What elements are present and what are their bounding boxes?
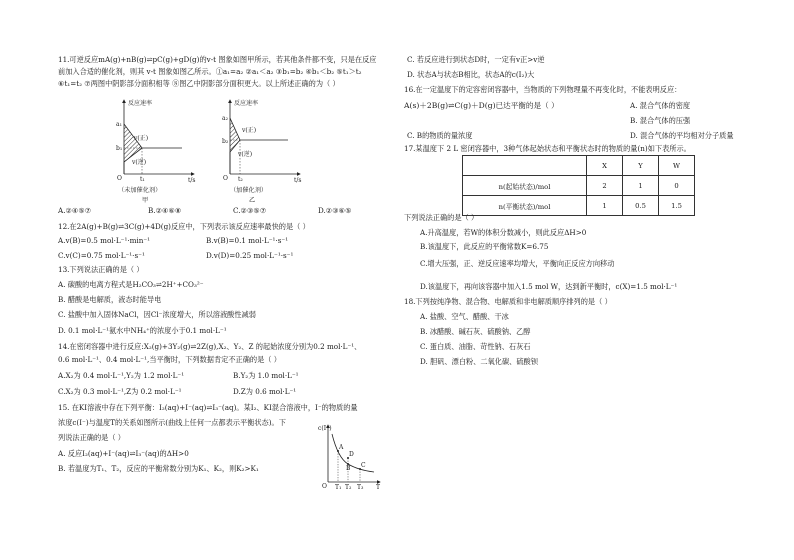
q17-option-b[interactable]: B.该温度下，此反应的平衡常数K=6.75 [420, 242, 549, 251]
fig15-x: T [376, 484, 381, 491]
q16-option-d[interactable]: D. 混合气体的平均相对分子质量 [630, 131, 734, 140]
fig15-A: A [339, 444, 344, 451]
fig2-a: a₂ [222, 115, 228, 122]
q12-option-b[interactable]: B.v(B)=0.1 mol·L⁻¹·s⁻¹ [206, 236, 289, 245]
q14-line1: 14.在密闭容器中进行反应:X₂(g)+3Y₂(g)⇌2Z(g),X₂、Y₂、Z 的起始浓度分别为0.2 mol·L⁻¹、 [58, 342, 362, 351]
fig15-origin: O [322, 483, 327, 490]
table-cell: 2 [587, 176, 623, 196]
q18-stem: 18.下列按纯净物、混合物、电解质和非电解质顺序排列的是（ ） [404, 297, 612, 306]
q14-line2: 0.6 mol·L⁻¹、0.4 mol·L⁻¹,当平衡时，下列数据肯定不正确的是（ ） [58, 355, 281, 364]
q13-option-a[interactable]: A. 碳酸的电离方程式是H₂CO₃⇌2H⁺+CO₃²⁻ [58, 280, 204, 289]
figure-q15 [318, 422, 384, 494]
fig1-note: （未加催化剂） [118, 187, 162, 194]
fig2-origin: O [223, 175, 228, 182]
q18-option-b[interactable]: B. 冰醋酸、碱石灰、硫酸钠、乙醇 [420, 327, 531, 336]
table-row-label: n(平衡状态)/mol [463, 196, 587, 216]
q16-stem: 16.在一定温度下的定容密闭容器中，当物质的下列物理量不再变化时，不能表明反应： [404, 85, 682, 94]
q15-line1: 15. 在KI溶液中存在下列平衡：I₂(aq)+I⁻(aq)⇌I₃⁻(aq)。某I₂、KI混合溶液中，I⁻的物质的量 [58, 403, 358, 412]
q17-option-d[interactable]: D.该温度下，再向该容器中加入1.5 mol W，达到新平衡时，c(X)=1.5 mol·L⁻¹ [420, 282, 678, 291]
table-cell: 1 [623, 176, 659, 196]
figure-jia [110, 96, 200, 206]
fig15-B: B [346, 465, 351, 472]
q15-option-c[interactable]: C. 若反应进行到状态D时，一定有v正>v逆 [407, 55, 545, 64]
table-header-cell: Y [623, 156, 659, 176]
q17-option-a[interactable]: A.升高温度，若W的体积分数减小，则此反应ΔH>0 [420, 228, 587, 237]
fig2-reverse: v(逆) [238, 151, 253, 158]
q13-option-c[interactable]: C. 盐酸中加入固体NaCl，因Cl⁻浓度增大，所以溶液酸性减弱 [58, 310, 256, 319]
q16-option-c[interactable]: C. B的物质的量浓度 [407, 131, 473, 140]
q14-option-b[interactable]: B.Y₂为 1.0 mol·L⁻¹ [233, 371, 299, 380]
fig15-t3: T₃ [357, 484, 364, 491]
q15-line2: 浓度c(I⁻)与温度T的关系如图所示(曲线上任何一点都表示平衡状态)。下 [58, 418, 286, 427]
q18-option-d[interactable]: D. 胆矾、漂白粉、二氧化碳、硫酸钡 [420, 357, 538, 366]
q11-line1: 11.可逆反应mA(g)+nB(g)⇌pC(g)+gD(g)的v-t 图象如图甲所示，若其他条件都不变，只是在反应 [58, 55, 377, 64]
fig2-forward: v(正) [242, 127, 257, 134]
q15-option-a[interactable]: A. 反应I₂(aq)+I⁻(aq)⇌I₃⁻(aq)的ΔH>0 [58, 449, 189, 458]
fig1-origin: O [117, 175, 122, 182]
table-cell: 1.5 [659, 196, 695, 216]
fig15-D: D [349, 451, 354, 458]
q15-line3: 列说法正确的是（ ） [58, 433, 125, 442]
q15-option-d[interactable]: D. 状态A与状态B相比，状态A的c(I₂)大 [407, 70, 535, 79]
fig1-forward: v(正) [134, 135, 149, 142]
q11-option-b[interactable]: B.②④⑥⑧ [148, 206, 182, 215]
q18-option-c[interactable]: C. 蛋白质、油脂、苛性钠、石灰石 [420, 342, 531, 351]
fig2-t: t₂ [238, 176, 243, 183]
q11-option-c[interactable]: C.②③⑤⑦ [233, 206, 267, 215]
table-header-cell: W [659, 156, 695, 176]
fig2-b: b₂ [222, 138, 229, 145]
q13-stem: 13.下列说法正确的是（ ） [58, 265, 144, 274]
q14-option-c[interactable]: C.X₂为 0.3 mol·L⁻¹,Z为 0.2 mol·L⁻¹ [58, 387, 182, 396]
fig1-ylabel: 反应速率 [128, 100, 153, 107]
q17-after: 下列说法正确的是（ ） [404, 213, 479, 222]
q11-option-d[interactable]: D.②③⑥⑤ [318, 206, 352, 215]
fig2-ylabel: 反应速率 [234, 100, 259, 107]
fig2-xunit: t/s [294, 177, 302, 184]
q12-option-d[interactable]: D.v(D)=0.25 mol·L⁻¹·s⁻¹ [206, 251, 294, 260]
q11-line2: 前加入合适的催化剂，则其 v-t 图象如图乙所示。①a₁=a₂ ②a₁＜a₂ ③b₁=b₂ ④b₁＜b₂ ⑤t₁＞t₂ [58, 67, 362, 76]
fig2-note: （加催化剂） [230, 187, 268, 194]
q18-option-a[interactable]: A. 盐酸、空气、醋酸、干冰 [420, 312, 509, 321]
q16-option-b[interactable]: B. 混合气体的压强 [630, 116, 691, 125]
fig1-b: b₁ [116, 145, 123, 152]
q11-line3: ⑥t₁=t₂ ⑦两图中阴影部分面积相等 ⑧图乙中阴影部分面积更大。以上所述正确的为（ ） [58, 79, 340, 88]
fig15-C: C [361, 462, 366, 469]
q17-table [462, 155, 695, 216]
fig1-t: t₁ [140, 176, 145, 183]
q16-option-a[interactable]: A. 混合气体的密度 [630, 101, 691, 110]
q14-option-d[interactable]: D.Z为 0.6 mol·L⁻¹ [233, 387, 297, 396]
fig1-xunit: t/s [188, 177, 196, 184]
fig1-reverse: v(逆) [132, 159, 147, 166]
q12-option-c[interactable]: C.v(C)=0.75 mol·L⁻¹·s⁻¹ [58, 251, 145, 260]
q11-option-a[interactable]: A.②④⑤⑦ [58, 206, 92, 215]
q13-option-d[interactable]: D. 0.1 mol·L⁻¹氨水中NH₄⁺的浓度小于0.1 mol·L⁻¹ [58, 326, 227, 335]
q14-option-a[interactable]: A.X₂为 0.4 mol·L⁻¹,Y₂为 1.2 mol·L⁻¹ [58, 371, 185, 380]
q17-option-c[interactable]: C.增大压强，正、逆反应速率均增大，平衡向正反应方向移动 [420, 259, 615, 268]
table-row [463, 196, 695, 216]
q12-option-a[interactable]: A.v(B)=0.5 mol·L⁻¹·min⁻¹ [58, 236, 151, 245]
table-header-row [463, 156, 695, 176]
fig15-t2: T₂ [345, 484, 352, 491]
fig1-name: 甲 [142, 197, 149, 204]
q17-stem: 17.某温度下 2 L 密闭容器中，3种气体起始状态和平衡状态时的物质的量(n)如下表所示。 [404, 144, 691, 153]
q16-reaction: A(s)＋2B(g)⇌C(g)＋D(g)已达平衡的是（ ） [404, 101, 559, 110]
figure-yi [216, 96, 306, 206]
fig2-name: 乙 [249, 197, 256, 204]
table-cell: 0.5 [623, 196, 659, 216]
table-header-cell [463, 156, 587, 176]
fig1-a: a₁ [116, 121, 122, 128]
table-header-cell: X [587, 156, 623, 176]
q15-option-b[interactable]: B. 若温度为T₁、T₂，反应的平衡常数分别为K₁、K₂，则K₂>K₁ [58, 464, 259, 473]
fig15-ylabel: c(I⁻) [318, 425, 332, 432]
table-cell: 1 [587, 196, 623, 216]
table-cell: 0 [659, 176, 695, 196]
q12-stem: 12.在2A(g)+B(g)⇌3C(g)+4D(g)反应中，下列表示该反应速率最快的是（ ） [58, 222, 310, 231]
table-row [463, 176, 695, 196]
table-row-label: n(起始状态)/mol [463, 176, 587, 196]
q13-option-b[interactable]: B. 醋酸是电解质，液态时能导电 [58, 295, 162, 304]
fig15-t1: T₁ [335, 484, 342, 491]
